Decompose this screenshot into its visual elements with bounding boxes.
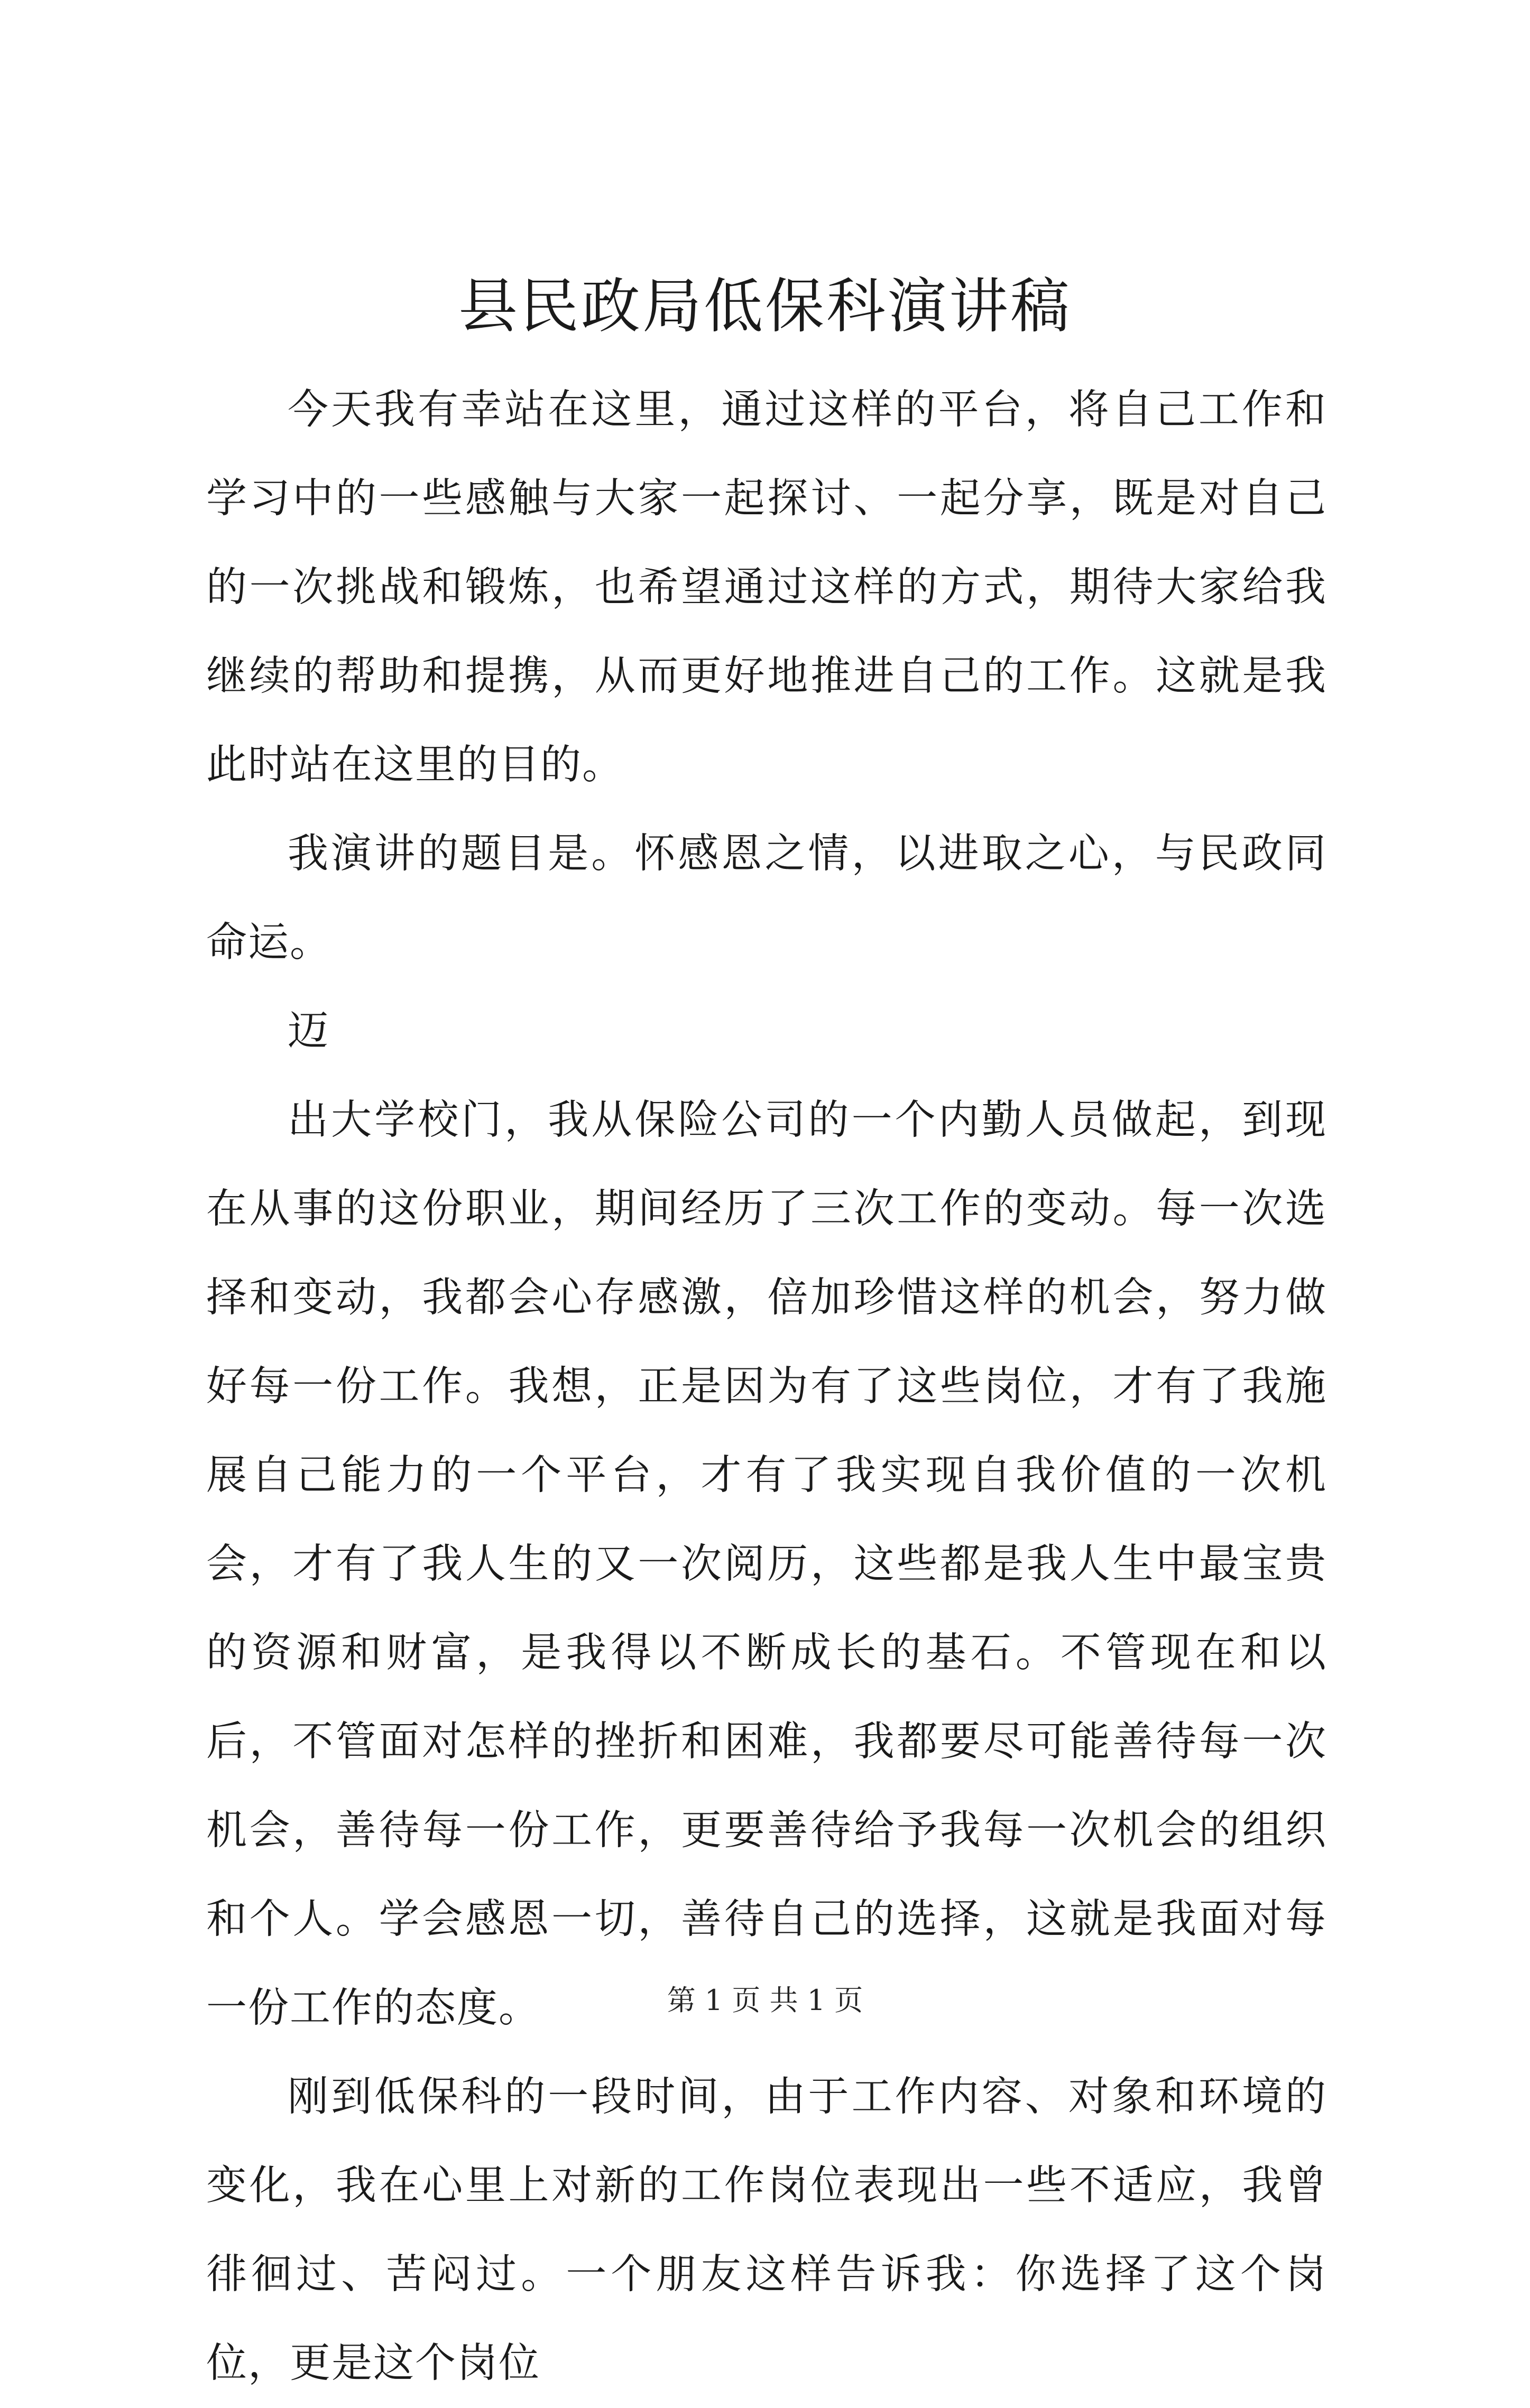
paragraph-new-post: 刚到低保科的一段时间，由于工作内容、对象和环境的变化，我在心里上对新的工作岗位表现出一些不适应，我曾徘徊过、苦闷过。一个朋友这样告诉我：你选择了这个岗位，更是这个岗位	[206, 2073, 1327, 2387]
page-footer: 第 1 页 共 1 页	[667, 1984, 863, 2017]
document-body	[206, 366, 1327, 2408]
paragraph-fragment: 迈	[288, 1008, 329, 1055]
paragraph-career: 出大学校门，我从保险公司的一个内勤人员做起，到现在从事的这份职业，期间经历了三次工作的变动。每一次选择和变动，我都会心存感激，倍加珍惜这样的机会，努力做好每一份工作。我想，正是因为有了这些岗位，才有了我施展自己能力的一个平台，才有了我实现自我价值的一次机会，才有了我人生的又一次阅历，这些都是我人生中最宝贵的资源和财富，是我得以不断成长的基石。不管现在和以后，不管面对怎样的挫折和困难，我都要尽可能善待每一次机会，善待每一份工作，更要善待给予我每一次机会的组织和个人。学会感恩一切，善待自己的选择，这就是我面对每一份工作的态度。	[206, 1097, 1327, 2032]
document-title: 县民政局低保科演讲稿	[458, 272, 1072, 341]
paragraph-intro: 今天我有幸站在这里，通过这样的平台，将自己工作和学习中的一些感触与大家一起探讨、一起分享，既是对自己的一次挑战和锻炼，也希望通过这样的方式，期待大家给我继续的帮助和提携，从而更好地推进自己的工作。这就是我此时站在这里的目的。	[206, 386, 1327, 789]
paragraph-speech-topic: 我演讲的题目是。怀感恩之情，以进取之心，与民政同命运。	[206, 830, 1327, 966]
